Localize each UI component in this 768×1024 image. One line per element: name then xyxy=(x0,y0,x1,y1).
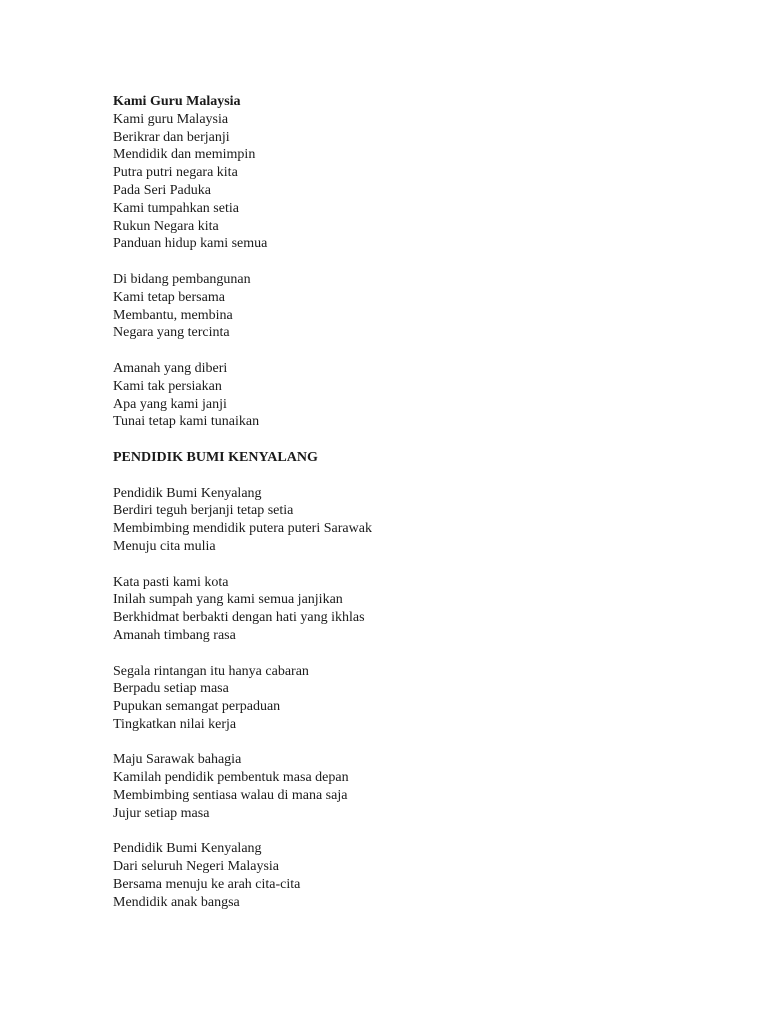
stanza xyxy=(113,840,673,911)
lyric-line: Dari seluruh Negeri Malaysia xyxy=(113,859,279,875)
lyric-line: Kami guru Malaysia xyxy=(113,111,229,127)
lyric-line: Membimbing mendidik putera puteri Sarawak xyxy=(113,521,372,537)
stanza xyxy=(113,111,673,253)
lyric-line: Kami tak persiakan xyxy=(113,378,222,394)
lyric-line: Menuju cita mulia xyxy=(113,538,216,554)
song-pendidik-bumi-kenyalang xyxy=(113,449,673,912)
lyric-line: Kamilah pendidik pembentuk masa depan xyxy=(113,770,349,786)
lyric-line: Mendidik dan memimpin xyxy=(113,147,256,163)
lyric-line: Segala rintangan itu hanya cabaran xyxy=(113,663,309,679)
lyric-line: Berkhidmat berbakti dengan hati yang ikhlas xyxy=(113,610,365,626)
stanza xyxy=(113,751,673,822)
lyric-line: Inilah sumpah yang kami semua janjikan xyxy=(113,592,343,608)
lyric-line: Tunai tetap kami tunaikan xyxy=(113,414,260,430)
lyric-line: Kami tetap bersama xyxy=(113,289,225,305)
stanza xyxy=(113,271,673,342)
lyric-line: Jujur setiap masa xyxy=(113,805,210,821)
lyric-line: Membimbing sentiasa walau di mana saja xyxy=(113,788,348,804)
lyric-line: Berikrar dan berjanji xyxy=(113,129,230,145)
lyric-line: Membantu, membina xyxy=(113,307,233,323)
stanza xyxy=(113,663,673,734)
lyric-line: Putra putri negara kita xyxy=(113,165,238,181)
lyric-line: Pendidik Bumi Kenyalang xyxy=(113,485,262,501)
song-title: Kami Guru Malaysia xyxy=(113,94,241,109)
lyric-line: Berdiri teguh berjanji tetap setia xyxy=(113,503,294,519)
lyric-line: Mendidik anak bangsa xyxy=(113,894,240,910)
lyric-line: Pendidik Bumi Kenyalang xyxy=(113,841,262,857)
lyric-line: Pada Seri Paduka xyxy=(113,182,211,198)
lyric-line: Kami tumpahkan setia xyxy=(113,200,239,216)
lyric-line: Bersama menuju ke arah cita-cita xyxy=(113,877,301,893)
document-page xyxy=(113,93,673,929)
lyric-line: Rukun Negara kita xyxy=(113,218,219,234)
lyric-line: Berpadu setiap masa xyxy=(113,681,229,697)
lyric-line: Kata pasti kami kota xyxy=(113,574,229,590)
lyric-line: Di bidang pembangunan xyxy=(113,271,251,287)
lyric-line: Pupukan semangat perpaduan xyxy=(113,699,281,715)
song-title: PENDIDIK BUMI KENYALANG xyxy=(113,449,318,465)
song-kami-guru-malaysia xyxy=(113,93,673,431)
lyric-line: Apa yang kami janji xyxy=(113,396,227,412)
lyric-line: Amanah yang diberi xyxy=(113,360,228,376)
stanza xyxy=(113,360,673,431)
stanza xyxy=(113,485,673,556)
lyric-line: Negara yang tercinta xyxy=(113,325,230,341)
lyric-line: Tingkatkan nilai kerja xyxy=(113,716,237,732)
stanza xyxy=(113,574,673,645)
lyric-line: Panduan hidup kami semua xyxy=(113,236,268,252)
lyric-line: Amanah timbang rasa xyxy=(113,627,236,643)
lyric-line: Maju Sarawak bahagia xyxy=(113,752,242,768)
